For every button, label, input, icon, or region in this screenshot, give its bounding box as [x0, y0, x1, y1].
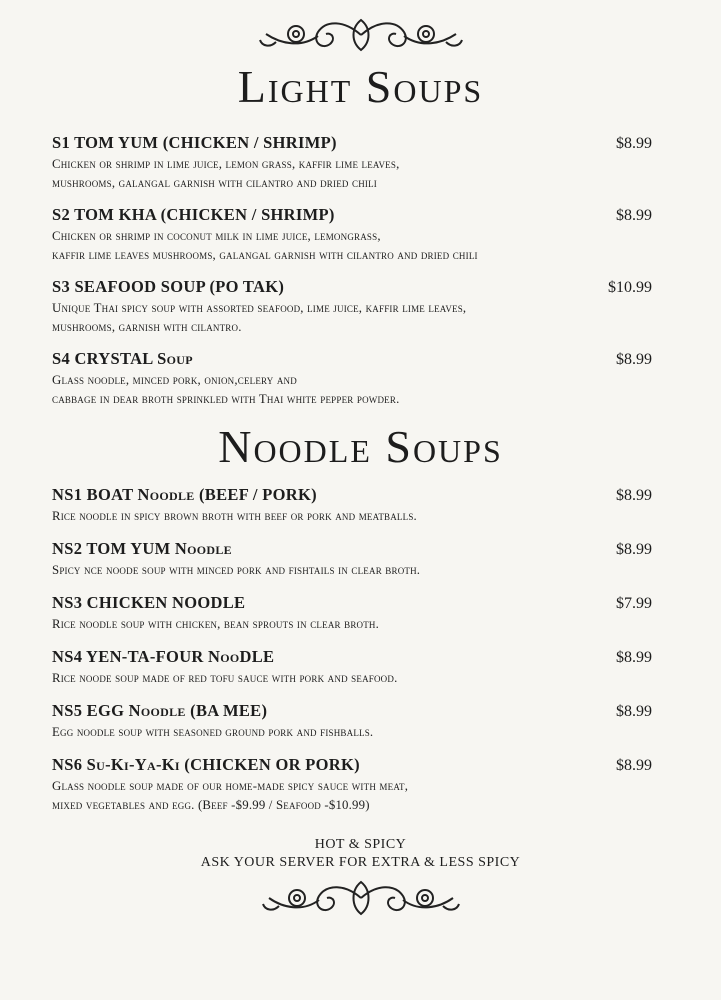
- item-price: $8.99: [616, 207, 652, 224]
- menu-item-ns3: [52, 593, 652, 634]
- item-price: $8.99: [616, 757, 652, 774]
- item-name: S4 CRYSTAL Soup: [52, 349, 193, 368]
- item-price: $8.99: [616, 703, 652, 720]
- menu-item-s1: [52, 133, 652, 193]
- item-name: NS6 Su-Ki-Ya-Ki (CHICKEN OR PORK): [52, 755, 360, 774]
- item-price: $10.99: [608, 279, 652, 296]
- item-desc-line: Glass noodle, minced pork, onion,celery and: [52, 373, 297, 387]
- item-desc-line: Spicy nce noode soup with minced pork and fishtails in clear broth.: [52, 563, 421, 577]
- item-name: NS1 BOAT Noodle (BEEF / PORK): [52, 485, 317, 504]
- item-desc-line: Rice noodle in spicy brown broth with beef or pork and meatballs.: [52, 509, 417, 523]
- menu-item-s2: [52, 205, 672, 265]
- noodle-soups-title: Noodle Soups: [218, 421, 503, 472]
- top-flourish-ornament-icon: [0, 14, 721, 56]
- item-price: $8.99: [616, 541, 652, 558]
- menu-item-ns5: [52, 701, 652, 742]
- spice-request-note: ASK YOUR SERVER FOR EXTRA & LESS SPICY: [200, 855, 521, 870]
- item-price: $8.99: [616, 487, 652, 504]
- item-name: NS4 YEN-TA-FOUR NooDLE: [52, 647, 275, 666]
- light-soups-title: Light Soups: [237, 61, 484, 112]
- item-price: $7.99: [616, 595, 652, 612]
- menu-item-ns6: [52, 755, 652, 815]
- item-desc-line: Rice noode soup made of red tofu sauce with pork and seafood.: [52, 671, 398, 685]
- item-price: $8.99: [616, 351, 652, 368]
- bottom-flourish-ornament-icon: [0, 876, 721, 920]
- item-desc-line: kaffir lime leaves mushrooms, galangal garnish with cilantro and dried chili: [52, 248, 478, 262]
- item-name: NS5 EGG Noodle (BA MEE): [52, 701, 268, 720]
- item-desc-line: cabbage in dear broth sprinkled with Thai white pepper powder.: [52, 392, 400, 406]
- menu-item-ns4: [52, 647, 652, 688]
- menu-item-ns2: [52, 539, 652, 580]
- item-name: NS3 CHICKEN NOODLE: [52, 593, 246, 612]
- item-desc-line: Glass noodle soup made of our home-made spicy sauce with meat,: [52, 779, 409, 793]
- item-desc-line: Rice noodle soup with chicken, bean sprouts in clear broth.: [52, 617, 380, 631]
- item-desc-line: Egg noodle soup with seasoned ground pork and fishballs.: [52, 725, 374, 739]
- item-desc-line: Chicken or shrimp in coconut milk in lime juice, lemongrass,: [52, 229, 381, 243]
- menu-item-s3: [52, 277, 652, 337]
- item-desc-line: Unique Thai spicy soup with assorted seafood, lime juice, kaffir lime leaves,: [52, 301, 467, 315]
- item-name: S1 TOM YUM (CHICKEN / SHRIMP): [52, 133, 337, 152]
- menu-item-ns1: [52, 485, 652, 526]
- menu-item-s4: [52, 349, 652, 409]
- item-desc-line: Chicken or shrimp in lime juice, lemon grass, kaffir lime leaves,: [52, 157, 400, 171]
- item-price: $8.99: [616, 649, 652, 666]
- item-desc-line: mushrooms, galangal garnish with cilantro and dried chili: [52, 176, 377, 190]
- item-price: $8.99: [616, 135, 652, 152]
- spice-note: [0, 836, 721, 872]
- hot-spicy-label: HOT & SPICY: [314, 837, 407, 852]
- item-desc-line: mixed vegetables and egg. (Beef -$9.99 / Seafood -$10.99): [52, 798, 370, 812]
- item-name: NS2 TOM YUM Noodle: [52, 539, 232, 558]
- item-desc-line: mushrooms, garnish with cilantro.: [52, 320, 242, 334]
- item-name: S2 TOM KHA (CHICKEN / SHRIMP): [52, 205, 335, 224]
- item-name: S3 SEAFOOD SOUP (PO TAK): [52, 277, 285, 296]
